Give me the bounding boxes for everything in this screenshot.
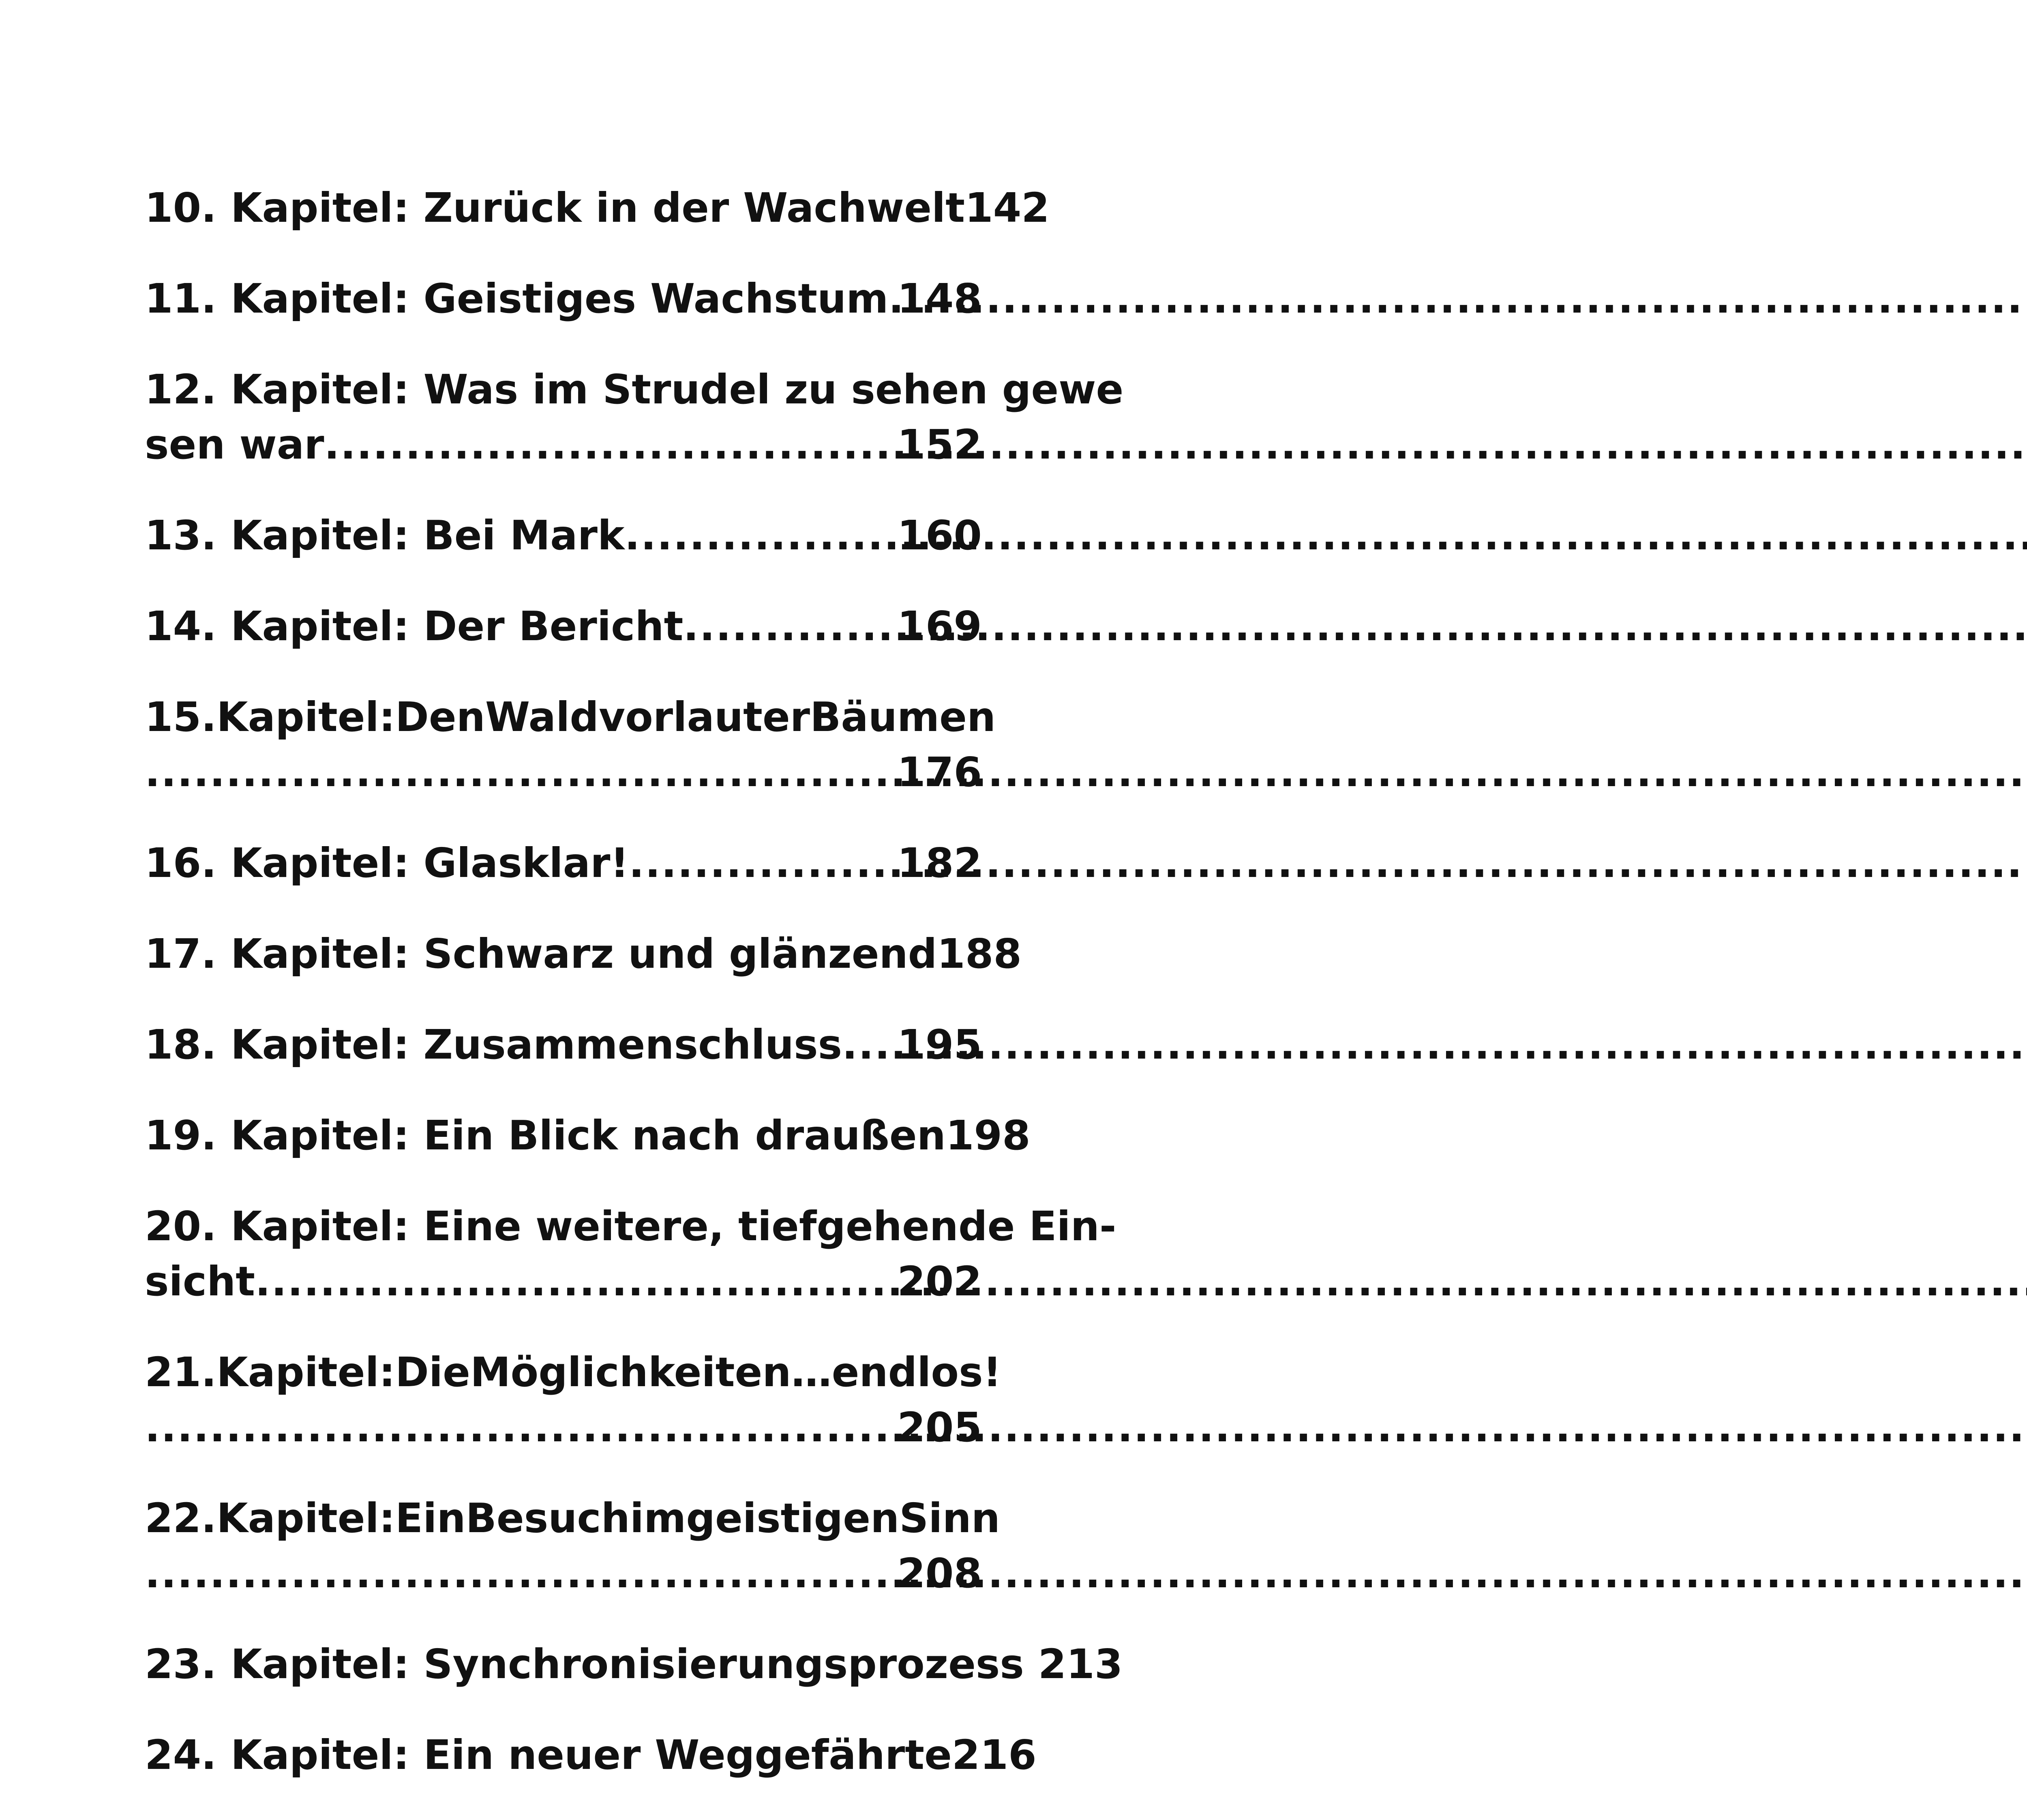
toc-entry-title: 14. Kapitel: Der Bericht bbox=[145, 602, 684, 650]
toc-entry-17[interactable] bbox=[145, 926, 1022, 982]
toc-entry-title: 16. Kapitel: Glasklar! bbox=[145, 839, 629, 887]
toc-entry-12[interactable] bbox=[145, 362, 1124, 472]
toc-word: Den bbox=[395, 693, 485, 741]
toc-line bbox=[145, 1728, 1037, 1783]
toc-line bbox=[145, 599, 982, 654]
toc-leader-dots bbox=[683, 599, 897, 654]
toc-page-number: 202 bbox=[897, 1258, 982, 1305]
toc-line bbox=[145, 1017, 982, 1072]
toc-entry-title: 18. Kapitel: Zusammenschluss bbox=[145, 1021, 842, 1068]
toc-page-number: 169 bbox=[897, 602, 982, 650]
toc-word: Bäumen bbox=[810, 693, 996, 741]
toc-line bbox=[145, 926, 1022, 982]
toc-entry-13[interactable] bbox=[145, 508, 982, 563]
toc-page-number: 160 bbox=[897, 512, 982, 559]
toc-word: Ein bbox=[395, 1494, 466, 1542]
toc-entry-19[interactable] bbox=[145, 1108, 1031, 1163]
toc-page-number: 188 bbox=[937, 930, 1022, 978]
toc-word: im bbox=[630, 1494, 686, 1542]
toc-line bbox=[145, 417, 982, 472]
toc-entry-11[interactable] bbox=[145, 271, 982, 326]
toc-entry-title: 13. Kapitel: Bei Mark bbox=[145, 512, 625, 559]
toc-word: geistigen bbox=[686, 1494, 900, 1542]
toc-word: Kapitel: bbox=[216, 693, 395, 741]
toc-entry-title-line1 bbox=[145, 690, 996, 745]
toc-line bbox=[145, 508, 982, 563]
toc-word: Besuch bbox=[465, 1494, 630, 1542]
toc-entry-14[interactable] bbox=[145, 599, 982, 654]
toc-word: vor bbox=[599, 693, 673, 741]
toc-entry-20[interactable] bbox=[145, 1199, 1116, 1309]
toc-entry-title: 11. Kapitel: Geistiges Wachstum bbox=[145, 275, 889, 322]
toc-line bbox=[145, 836, 982, 891]
toc-entry-16[interactable] bbox=[145, 836, 982, 891]
toc-entry-title: 19. Kapitel: Ein Blick nach draußen bbox=[145, 1112, 946, 1159]
toc-word: Sinn bbox=[899, 1494, 1000, 1542]
toc-leader-dots bbox=[145, 745, 897, 800]
toc-line bbox=[145, 1546, 982, 1601]
toc-entry-title-line1 bbox=[145, 1491, 1000, 1546]
toc-entry-title-line1 bbox=[145, 1345, 1002, 1400]
toc-entry-24[interactable] bbox=[145, 1728, 1037, 1783]
toc-entry-18[interactable] bbox=[145, 1017, 982, 1072]
toc-entry-title-line1: 12. Kapitel: Was im Strudel zu sehen gewe bbox=[145, 366, 1124, 413]
toc-word: Die bbox=[395, 1348, 470, 1396]
toc-entry-title: sicht bbox=[145, 1258, 255, 1305]
toc-entry-15[interactable] bbox=[145, 690, 996, 800]
toc-entry-title: 10. Kapitel: Zurück in der Wachwelt bbox=[145, 184, 965, 232]
toc-entry-22[interactable] bbox=[145, 1491, 1000, 1601]
toc-entry-title: 23. Kapitel: Synchronisierungsprozess 213 bbox=[145, 1640, 1123, 1688]
toc-word: Wald bbox=[485, 693, 599, 741]
toc-line bbox=[145, 745, 982, 800]
table-of-contents bbox=[145, 180, 1124, 1818]
toc-leader-dots bbox=[145, 1546, 897, 1601]
toc-page-number: 152 bbox=[897, 421, 982, 468]
toc-page-number: 216 bbox=[951, 1731, 1037, 1779]
toc-entry-title-line1: 20. Kapitel: Eine weitere, tiefgehende Ein- bbox=[145, 1203, 1116, 1250]
toc-word: 21. bbox=[145, 1348, 217, 1396]
toc-word: 22. bbox=[145, 1494, 217, 1542]
toc-leader-dots bbox=[624, 508, 897, 563]
toc-page-number: 208 bbox=[897, 1550, 982, 1597]
toc-line bbox=[145, 1254, 982, 1309]
toc-line bbox=[145, 180, 1050, 236]
toc-entry-23[interactable] bbox=[145, 1637, 1123, 1692]
toc-leader-dots bbox=[629, 836, 897, 891]
toc-leader-dots bbox=[888, 271, 897, 326]
toc-page-number: 182 bbox=[897, 839, 982, 887]
toc-page-number: 205 bbox=[897, 1404, 982, 1451]
toc-word: endlos! bbox=[831, 1348, 1002, 1396]
toc-entry-21[interactable] bbox=[145, 1345, 1002, 1455]
toc-word: … bbox=[791, 1348, 832, 1396]
toc-entry-title: sen war bbox=[145, 421, 324, 468]
toc-page-number: 142 bbox=[965, 184, 1050, 232]
toc-word: lauter bbox=[673, 693, 810, 741]
toc-leader-dots bbox=[255, 1254, 897, 1309]
toc-line bbox=[145, 1108, 1031, 1163]
toc-page-number: 176 bbox=[897, 748, 982, 796]
toc-page-number: 198 bbox=[945, 1112, 1031, 1159]
toc-word: 15. bbox=[145, 693, 217, 741]
toc-word: Kapitel: bbox=[216, 1494, 395, 1542]
toc-page-number: 148 bbox=[897, 275, 982, 322]
toc-word: Möglichkeiten bbox=[470, 1348, 791, 1396]
toc-line bbox=[145, 271, 982, 326]
toc-entry-title: 17. Kapitel: Schwarz und glänzend bbox=[145, 930, 937, 978]
toc-entry-10[interactable] bbox=[145, 180, 1050, 236]
toc-leader-dots bbox=[842, 1017, 897, 1072]
toc-leader-dots bbox=[324, 417, 898, 472]
toc-line bbox=[145, 1400, 982, 1455]
toc-word: Kapitel: bbox=[216, 1348, 395, 1396]
toc-page-number: 195 bbox=[897, 1021, 982, 1068]
toc-entry-title: 24. Kapitel: Ein neuer Weggefährte bbox=[145, 1731, 952, 1779]
toc-leader-dots bbox=[145, 1400, 897, 1455]
